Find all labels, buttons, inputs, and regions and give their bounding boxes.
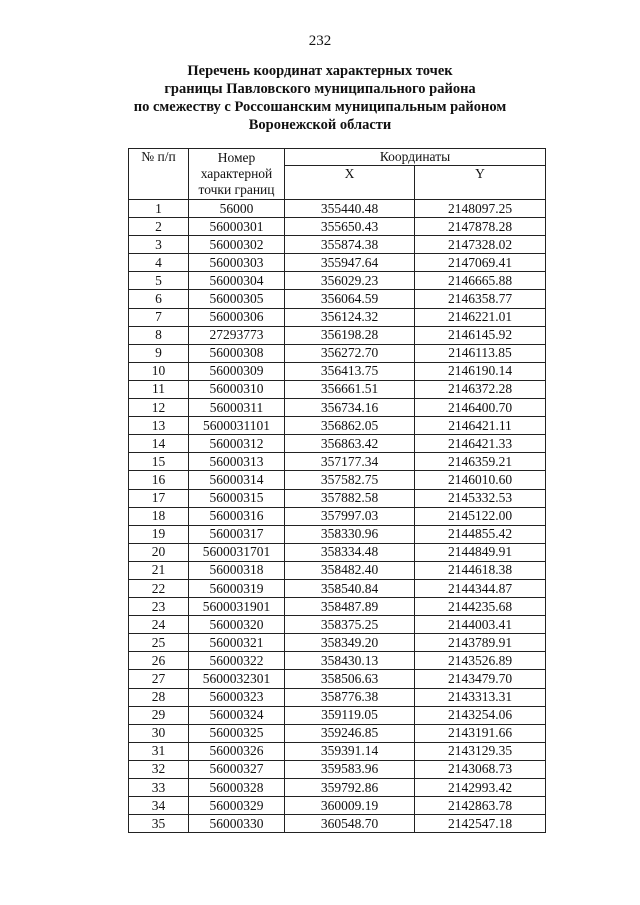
cell-y: 2144003.41 <box>415 616 546 634</box>
cell-num: 10 <box>129 362 189 380</box>
cell-num: 24 <box>129 616 189 634</box>
cell-y: 2146400.70 <box>415 399 546 417</box>
cell-y: 2142993.42 <box>415 779 546 797</box>
cell-point-number: 56000315 <box>189 489 285 507</box>
table-row <box>129 362 546 380</box>
cell-point-number: 56000321 <box>189 634 285 652</box>
cell-num: 7 <box>129 308 189 326</box>
cell-num: 3 <box>129 236 189 254</box>
table-row <box>129 688 546 706</box>
table-body <box>129 200 546 833</box>
cell-point-number: 56000327 <box>189 760 285 778</box>
cell-num: 22 <box>129 579 189 597</box>
cell-num: 6 <box>129 290 189 308</box>
cell-num: 4 <box>129 254 189 272</box>
table-row <box>129 507 546 525</box>
table-row <box>129 724 546 742</box>
cell-num: 18 <box>129 507 189 525</box>
cell-x: 358482.40 <box>285 561 415 579</box>
cell-x: 356064.59 <box>285 290 415 308</box>
table-row <box>129 471 546 489</box>
cell-point-number: 56000326 <box>189 742 285 760</box>
table-row <box>129 200 546 218</box>
cell-num: 17 <box>129 489 189 507</box>
coordinates-table <box>128 148 546 833</box>
cell-point-number: 56000303 <box>189 254 285 272</box>
cell-num: 33 <box>129 779 189 797</box>
cell-num: 20 <box>129 543 189 561</box>
cell-x: 359583.96 <box>285 760 415 778</box>
cell-x: 356272.70 <box>285 344 415 362</box>
cell-x: 356124.32 <box>285 308 415 326</box>
table-row <box>129 326 546 344</box>
cell-point-number: 5600031701 <box>189 543 285 561</box>
cell-x: 357997.03 <box>285 507 415 525</box>
cell-num: 35 <box>129 815 189 833</box>
cell-point-number: 56000320 <box>189 616 285 634</box>
cell-point-number: 56000310 <box>189 380 285 398</box>
table-row <box>129 779 546 797</box>
cell-num: 16 <box>129 471 189 489</box>
cell-x: 355874.38 <box>285 236 415 254</box>
table-row <box>129 616 546 634</box>
table-row <box>129 815 546 833</box>
cell-num: 2 <box>129 218 189 236</box>
page-number: 232 <box>308 33 332 49</box>
cell-num: 30 <box>129 724 189 742</box>
cell-x: 356734.16 <box>285 399 415 417</box>
table-row <box>129 399 546 417</box>
header-num: № п/п <box>129 149 189 200</box>
table-row <box>129 634 546 652</box>
cell-y: 2143129.35 <box>415 742 546 760</box>
cell-point-number: 56000313 <box>189 453 285 471</box>
table-row <box>129 344 546 362</box>
cell-y: 2146190.14 <box>415 362 546 380</box>
cell-y: 2145332.53 <box>415 489 546 507</box>
cell-y: 2143313.31 <box>415 688 546 706</box>
cell-x: 358487.89 <box>285 598 415 616</box>
cell-num: 25 <box>129 634 189 652</box>
cell-point-number: 56000328 <box>189 779 285 797</box>
table-row <box>129 670 546 688</box>
table-row <box>129 308 546 326</box>
cell-y: 2146359.21 <box>415 453 546 471</box>
cell-x: 356862.05 <box>285 417 415 435</box>
cell-y: 2143479.70 <box>415 670 546 688</box>
table-row <box>129 797 546 815</box>
cell-point-number: 56000317 <box>189 525 285 543</box>
cell-point-number: 56000305 <box>189 290 285 308</box>
cell-num: 23 <box>129 598 189 616</box>
cell-y: 2145122.00 <box>415 507 546 525</box>
title-line: Воронежской области <box>248 117 392 133</box>
cell-num: 28 <box>129 688 189 706</box>
cell-num: 29 <box>129 706 189 724</box>
cell-point-number: 56000325 <box>189 724 285 742</box>
cell-y: 2146358.77 <box>415 290 546 308</box>
cell-point-number: 56000329 <box>189 797 285 815</box>
cell-point-number: 56000314 <box>189 471 285 489</box>
cell-x: 355650.43 <box>285 218 415 236</box>
cell-point-number: 56000330 <box>189 815 285 833</box>
cell-num: 34 <box>129 797 189 815</box>
cell-x: 359391.14 <box>285 742 415 760</box>
cell-y: 2146665.88 <box>415 272 546 290</box>
cell-x: 359792.86 <box>285 779 415 797</box>
document-title <box>0 62 640 134</box>
cell-num: 12 <box>129 399 189 417</box>
cell-y: 2144849.91 <box>415 543 546 561</box>
cell-x: 357582.75 <box>285 471 415 489</box>
cell-num: 8 <box>129 326 189 344</box>
cell-x: 356413.75 <box>285 362 415 380</box>
cell-y: 2143789.91 <box>415 634 546 652</box>
cell-point-number: 56000318 <box>189 561 285 579</box>
cell-num: 31 <box>129 742 189 760</box>
cell-y: 2147069.41 <box>415 254 546 272</box>
cell-y: 2146421.11 <box>415 417 546 435</box>
cell-x: 358330.96 <box>285 525 415 543</box>
cell-num: 26 <box>129 652 189 670</box>
cell-point-number: 5600031901 <box>189 598 285 616</box>
table-row <box>129 525 546 543</box>
table-row <box>129 218 546 236</box>
cell-point-number: 56000306 <box>189 308 285 326</box>
cell-x: 358430.13 <box>285 652 415 670</box>
table-row <box>129 489 546 507</box>
title-line: Перечень координат характерных точек <box>187 63 453 79</box>
cell-x: 358540.84 <box>285 579 415 597</box>
cell-y: 2146145.92 <box>415 326 546 344</box>
cell-y: 2143068.73 <box>415 760 546 778</box>
table-row <box>129 417 546 435</box>
cell-y: 2144855.42 <box>415 525 546 543</box>
cell-point-number: 56000323 <box>189 688 285 706</box>
cell-y: 2147878.28 <box>415 218 546 236</box>
cell-y: 2143526.89 <box>415 652 546 670</box>
cell-y: 2142547.18 <box>415 815 546 833</box>
cell-y: 2148097.25 <box>415 200 546 218</box>
table-row <box>129 453 546 471</box>
cell-num: 15 <box>129 453 189 471</box>
table-row <box>129 706 546 724</box>
title-line: по смежеству с Россошанским муниципальным районом <box>133 99 507 115</box>
cell-x: 358334.48 <box>285 543 415 561</box>
cell-num: 19 <box>129 525 189 543</box>
cell-point-number: 56000316 <box>189 507 285 525</box>
cell-point-number: 56000301 <box>189 218 285 236</box>
table-row <box>129 742 546 760</box>
cell-x: 359246.85 <box>285 724 415 742</box>
cell-point-number: 5600032301 <box>189 670 285 688</box>
cell-y: 2143254.06 <box>415 706 546 724</box>
cell-y: 2146421.33 <box>415 435 546 453</box>
cell-y: 2147328.02 <box>415 236 546 254</box>
cell-x: 358776.38 <box>285 688 415 706</box>
header-y: Y <box>415 166 546 200</box>
cell-x: 356661.51 <box>285 380 415 398</box>
cell-x: 358506.63 <box>285 670 415 688</box>
cell-x: 357177.34 <box>285 453 415 471</box>
cell-y: 2146221.01 <box>415 308 546 326</box>
table-row <box>129 579 546 597</box>
cell-num: 27 <box>129 670 189 688</box>
cell-point-number: 5600031101 <box>189 417 285 435</box>
table-row <box>129 543 546 561</box>
cell-point-number: 56000322 <box>189 652 285 670</box>
header-point-number: Номер характерной точки границ <box>189 149 285 200</box>
table-row <box>129 272 546 290</box>
table-row <box>129 598 546 616</box>
cell-point-number: 56000308 <box>189 344 285 362</box>
cell-x: 355440.48 <box>285 200 415 218</box>
table-row <box>129 561 546 579</box>
cell-num: 9 <box>129 344 189 362</box>
cell-y: 2146010.60 <box>415 471 546 489</box>
cell-point-number: 56000304 <box>189 272 285 290</box>
table-row <box>129 254 546 272</box>
cell-x: 356198.28 <box>285 326 415 344</box>
cell-num: 5 <box>129 272 189 290</box>
cell-num: 14 <box>129 435 189 453</box>
cell-y: 2142863.78 <box>415 797 546 815</box>
cell-y: 2144235.68 <box>415 598 546 616</box>
cell-num: 32 <box>129 760 189 778</box>
cell-point-number: 56000312 <box>189 435 285 453</box>
cell-x: 355947.64 <box>285 254 415 272</box>
table-row <box>129 435 546 453</box>
cell-y: 2146113.85 <box>415 344 546 362</box>
table-row <box>129 652 546 670</box>
cell-x: 359119.05 <box>285 706 415 724</box>
cell-point-number: 56000319 <box>189 579 285 597</box>
table-row <box>129 380 546 398</box>
cell-x: 356029.23 <box>285 272 415 290</box>
table-row <box>129 760 546 778</box>
cell-point-number: 56000309 <box>189 362 285 380</box>
cell-point-number: 56000311 <box>189 399 285 417</box>
title-line: границы Павловского муниципального района <box>164 81 476 97</box>
cell-y: 2143191.66 <box>415 724 546 742</box>
header-coordinates: Координаты <box>285 149 546 166</box>
cell-x: 357882.58 <box>285 489 415 507</box>
cell-point-number: 56000324 <box>189 706 285 724</box>
cell-x: 360548.70 <box>285 815 415 833</box>
cell-y: 2146372.28 <box>415 380 546 398</box>
cell-num: 21 <box>129 561 189 579</box>
cell-num: 13 <box>129 417 189 435</box>
table-row <box>129 236 546 254</box>
cell-y: 2144344.87 <box>415 579 546 597</box>
cell-x: 360009.19 <box>285 797 415 815</box>
table-row <box>129 290 546 308</box>
cell-point-number: 27293773 <box>189 326 285 344</box>
cell-x: 358349.20 <box>285 634 415 652</box>
cell-x: 356863.42 <box>285 435 415 453</box>
cell-num: 1 <box>129 200 189 218</box>
cell-x: 358375.25 <box>285 616 415 634</box>
header-x: X <box>285 166 415 200</box>
cell-num: 11 <box>129 380 189 398</box>
cell-point-number: 56000302 <box>189 236 285 254</box>
cell-y: 2144618.38 <box>415 561 546 579</box>
cell-point-number: 56000 <box>189 200 285 218</box>
